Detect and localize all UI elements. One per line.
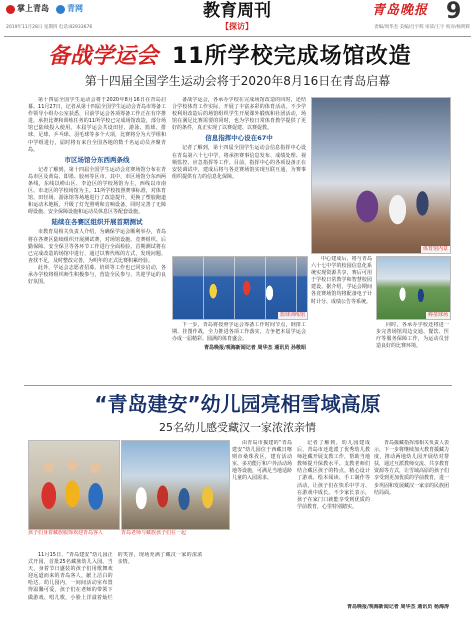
app-logo-icon <box>6 5 15 14</box>
site-logo-text: 青网 <box>67 4 83 13</box>
article2-headline: “青岛建安”幼儿园亮相雪域高原 <box>94 392 381 416</box>
article1-paragraph: 市教育局相关负责人介绍，为确保学运会顺利举办，青岛将在各赛区陆续组织开展测试赛，对场馆设施、竞赛组织、后勤保障、安全保卫等各环节工作进行全面检验。首期测试将在已完成改造的场馆中进行，通过以赛代练的方式，发现问题、查找不足，及时整改完善，为明年的正式比赛积累经验。 <box>28 229 166 264</box>
article1-paragraph: 下一步，青岛将按照学运会筹备工作时间节点，倒排工期、挂图作战，全力推进各项工作落实，力争把本届学运会办成一届精彩、圆满的体育盛会。 <box>172 322 306 343</box>
site-logo-icon <box>56 5 65 14</box>
article1-column-2 <box>172 97 306 252</box>
section-tag: 【探访】 <box>221 22 253 31</box>
article2-paragraph: 11月15日，“青岛建安”幼儿园正式开园，首批25名藏族幼儿入园。当天，身着节日盛装的孩子们用歌舞欢迎远道而来的青岛客人，献上洁白的哈达。幼儿园内，一间间活动室布置得温馨可爱，孩子们在老师的带领下做游戏、唱儿歌，小脸上洋溢着灿烂的笑容，现场充满了藏汉一家的浓浓亲情。 <box>28 552 203 601</box>
article1-paragraph: 记者了解到，第十四届全国学生运动会信息指挥中心设在青岛第六十七中学，将承担赛事信息发布、成绩处理、视频监控、应急指挥等工作。目前，指挥中心的各项设备正在安装调试中，建成后将与各竞赛场馆实现互联互通，为赛事组织提供有力的信息化保障。 <box>172 145 306 180</box>
article1-column-5 <box>172 322 306 380</box>
article1-headline: 11所学校完成场馆改造 <box>172 44 412 69</box>
article1-paragraph: 备战学运会，各承办学校在完成场馆改造的同时，还结合学校体育工作实际，开展了丰富多彩的体育活动。不少学校利用改造后的场馆组织学生开展课外锻炼和社团活动，场馆在满足比赛需要的同时，也为学校日常体育教学提供了更好的条件，真正实现了以赛促建、以赛促教。 <box>172 97 306 132</box>
article1-subhead-info-center: 信息指挥中心设在67中 <box>205 134 273 143</box>
header-divider <box>4 36 471 37</box>
article1-subhead-venues: 市区场馆分东西两条线 <box>64 155 130 164</box>
photo-caption: 青岛老师与藏族孩子们在一起 <box>121 530 187 536</box>
article1-subhead-tests: 陆续在各赛区组织开展首期测试 <box>51 218 143 227</box>
section-title: 教育周刊 <box>203 1 271 21</box>
page-number: 9 <box>446 0 462 24</box>
article2-paragraph: 记者了解到，幼儿园建成后，青岛市还选派了优秀幼儿教师赴藏开展支教工作，帮助当地教师提升保教水平。支教老师们结合藏区孩子的特点，精心设计了游戏、绘本阅读、手工制作等活动，让孩子们在快乐中学习、在游戏中成长。不少家长表示，孩子在家门口就能享受到优质的学前教育，心里特别踏实。 <box>297 440 370 510</box>
article1-paragraph: 同时，各承办学校还将进一步完善场馆周边交通、餐饮、医疗等服务保障工作，为运动员营造良好的比赛环境。 <box>376 322 449 350</box>
article1-column-1 <box>28 97 166 380</box>
photo-caption: 棒垒球场 <box>427 312 448 318</box>
article1-paragraph: 记者了解到，第十四届全国学生运动会竞赛场馆分布在青岛市区及黄岛、即墨、胶州等区市。其中，市区场馆分东西两条线，东线以崂山区、李沧区的学校场馆为主，西线以市南区、市北区的学校场馆为主。11所学校按照赛事标准，对体育馆、田径场、游泳馆等场地进行了改造提升，更换了塑胶跑道和运动木地板，升级了灯光照明和音响设备，同时完善了无障碍设施、安全保障设施和运动员休息区等配套设施。 <box>28 166 166 216</box>
photo-tibetan-children <box>28 440 120 530</box>
article2-byline: 青岛晚报/观海新闻记者 周华杰 通讯员 杨海涛 <box>346 604 449 610</box>
photo-basketball-court <box>172 256 308 320</box>
article1-column-3 <box>311 256 372 380</box>
article2-paragraph: 青岛援藏指挥部相关负责人表示，下一步将继续加大教育援藏力度，推动两地幼儿园开展结对帮扶，通过互派教师交流、共享教育资源等方式，让雪域高原的孩子们享受到更加优质的学前教育，进一步巩固和发展藏汉一家亲的民族团结局面。 <box>374 440 449 496</box>
article1-kicker: 备战学运会 <box>48 44 159 69</box>
article1-paragraph: 此外，学运会志愿者招募、培训等工作也已同步启动，各承办学校将组织师生积极参与，营造全民参与、共迎学运的良好氛围。 <box>28 264 166 286</box>
article2-paragraph: 由青岛市援建的“青岛建安”幼儿园位于西藏日喀则市桑珠孜区，建有活动室、多功能厅和户外活动场地等设施，可满足当地适龄儿童的入园需求。 <box>232 440 292 482</box>
photo-venue-hall <box>311 97 451 254</box>
article1-column-4 <box>376 322 449 380</box>
app-logo-text: 掌上青岛 <box>17 4 49 13</box>
article1-paragraph: 中心建成后，将与青岛六十七中学的校园信息化系统实现资源共享，赛后可用于学校日常教学和智慧校园建设。据介绍，学运会期间各竞赛场馆均将配备电子计时计分、成绩公告等系统。 <box>311 256 372 305</box>
article-divider <box>24 385 452 386</box>
editor-credits: 责编/周华杰 美编/吕宇辉 审读/王宇 校对/杨明辉 <box>374 25 470 30</box>
article2-column-b <box>297 440 370 612</box>
photo-teachers-children <box>121 440 230 530</box>
article2-column-a <box>232 440 292 548</box>
article2-subheadline: 25名幼儿感受藏汉一家浓浓亲情 <box>159 421 316 434</box>
page-header <box>0 0 475 38</box>
article1-subheadline: 第十四届全国学生运动会将于2020年8月16日在青岛启幕 <box>84 74 391 88</box>
photo-caption: 篮球训练馆 <box>279 312 305 318</box>
issue-date: 2019年11月28日 星期四 电话:82933676 <box>6 25 93 30</box>
paper-logo: 青岛晚报 <box>372 3 429 18</box>
photo-caption: 孩子们身着藏族服饰欢迎青岛客人 <box>28 530 104 536</box>
photo-softball-field <box>376 256 451 320</box>
photo-caption: 体育馆内景 <box>422 246 448 252</box>
article1-byline: 青岛晚报/观海新闻记者 周华杰 通讯员 孙敬昭 <box>203 345 306 352</box>
article1-paragraph: 第十四届全国学生运动会将于2020年8月16日在青岛启幕。11月27日，记者从第十四届全国学生运动会青岛市筹备工作领导小组办公室获悉，目前学运会各项筹备工作正在有序推进，承担比赛和训练任务的11所学校已完成场馆改造，部分场馆已陆续投入使用。本届学运会共设田径、游泳、篮球、排球、足球、乒乓球、羽毛球等多个大项，比赛将分为大学组和中学组进行，届时将有来自全国各地的数千名运动员齐聚青岛。 <box>28 97 166 153</box>
article2-column-c <box>374 440 449 600</box>
article2-column-bottom <box>28 552 292 612</box>
